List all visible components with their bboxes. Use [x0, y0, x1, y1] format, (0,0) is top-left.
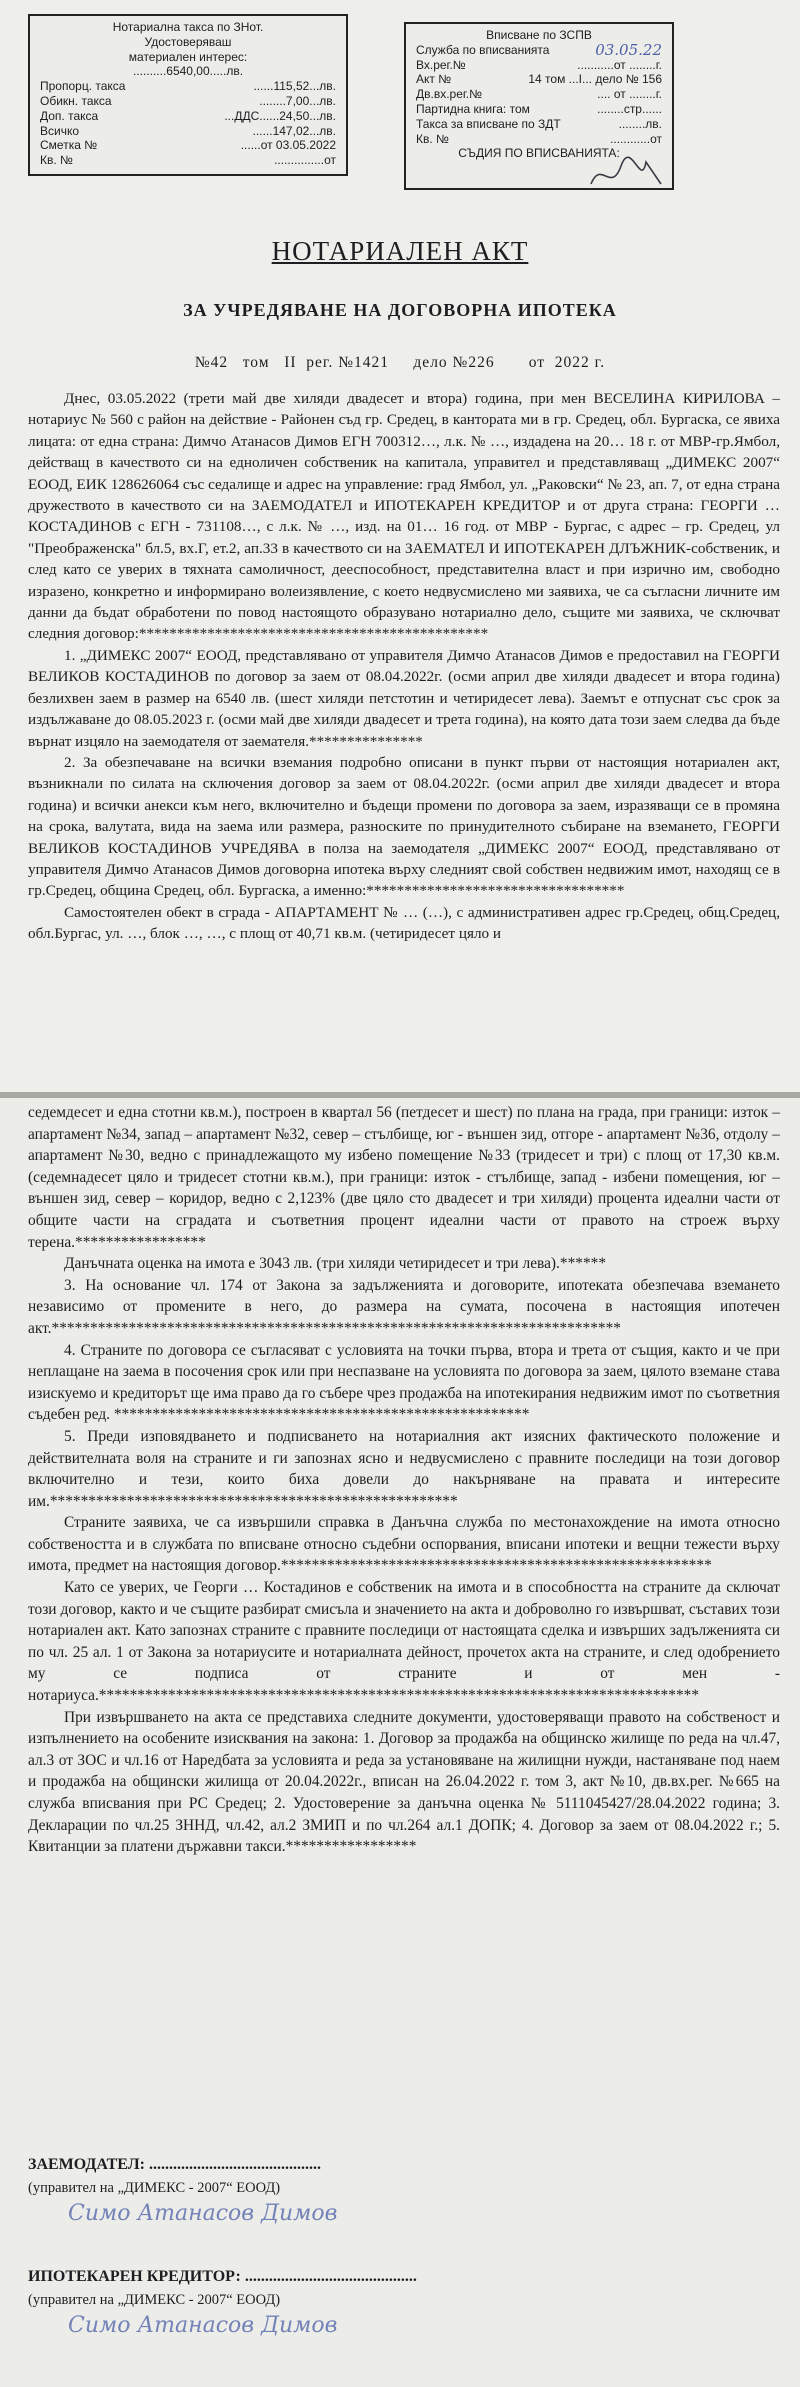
fee-stamp-interest: ..........6540,00.....лв.: [132, 64, 244, 79]
lender-dots: ...........................................: [148, 2156, 321, 2173]
paragraph-parties: Днес, 03.05.2022 (трети май две хиляди двадесет и втора) година, при мен ВЕСЕЛИНА КИРИЛОВА – нотариус № 560 с район на действие - Районен съд гр. Средец, в кантората ми в гр. Средец, обл. Бургаска, се явиха лицата: от една страна: Димчо Атанасов Димов ЕГН 700312…, л.к. № …, издадена на 20… 18 г. от МВР-гр.Ямбол, действащ в качеството си на едноличен собственик на капитала, управител и представляващ „ДИМЕКС 2007“ ЕООД, ЕИК 128626064 със седалище и адрес на управление: град Ямбол, ул. „Раковски“ № 23, ап. 7, от една страна дружеството в качеството си на ЗАЕМОДАТЕЛ и ИПОТЕКАРЕН КРЕДИТОР и от друга страна: ГЕОРГИ … КОСТАДИНОВ с ЕГН - 731108…, с л.к. № …, изд. на 01… 16 год. от МВР - Бургас, с адрес – гр. Средец, ул "Преображенска" бл.5, вх.Г, ет.2, ап.33 в качеството си на ЗАЕМАТЕЛ И ИПОТЕКАРЕН ДЛЪЖНИК-собственик, и след като се уверих в тяхната самоличност, дееспособност, представителна власт и при изрично им, свободно изразено, конкретно и информирано волеизявление, с което недвусмислено ми заявиха, че са съгласни личните им данни да бъдат обработени по повод настоящото образувано нотариално дело, същите ми заявиха, че сключват следния договор:**********************************************: [28, 390, 780, 643]
lender-caption: (управител на „ДИМЕКС - 2007“ ЕООД): [28, 2180, 281, 2196]
handwritten-date: 03.05.22: [595, 40, 662, 59]
reg-stamp-service: Служба по вписванията: [416, 42, 550, 57]
reg-row: [416, 132, 662, 147]
fee-row-value: ...............от: [274, 153, 336, 168]
creditor-block: [28, 2268, 780, 2338]
fee-row-value: ......115,52...лв.: [253, 79, 336, 94]
lender-line: [28, 2156, 780, 2174]
reg-stamp-judge: СЪДИЯ ПО ВПИСВАНИЯТА:: [458, 146, 620, 161]
fee-stamp-sub1: Удостоверяваш: [144, 34, 232, 49]
reg-row-label: Такса за вписване по ЗДТ: [416, 116, 561, 131]
act-header-line: №42 том II рег. №1421 дело №226 от 2022 г.: [194, 354, 606, 371]
creditor-dots: ...........................................: [244, 2268, 417, 2285]
notary-fee-stamp: [28, 14, 348, 176]
paragraph-certification: Като се уверих, че Георги … Костадинов е собственик на имота и в способността на страните да сключат този договор, както и че същите разбират смисъла и значението на акта и доброволно го извършват, съставих този нотариален акт. Като запознах страните с правните последици от настоящата сделка и извърших задълженията си по чл. 25 ал. 1 от Закона за нотариусите и нотариалната дейност, прочетох акта на страните, и след одобрението му се подписа от страните и от мен - нотариуса.******************************************************************************: [28, 1579, 780, 1705]
fee-row-value: ........7,00...лв.: [259, 93, 336, 108]
judge-signature: [586, 154, 666, 194]
fee-row-label: Обикн. такса: [40, 93, 112, 108]
page1-body: [28, 388, 780, 945]
reg-row-label: Акт №: [416, 72, 452, 87]
lender-signature: Симо Атанасов Димов: [68, 2201, 338, 2226]
reg-row-value: ............от: [610, 131, 662, 146]
registration-stamp: [404, 22, 674, 190]
reg-stamp-title: Вписване по ЗСПВ: [486, 28, 592, 42]
fee-row-value: ......от 03.05.2022: [240, 138, 336, 153]
reg-row-value: ...........от ........г.: [577, 57, 662, 72]
reg-row-value: 14 том ...I... дело № 156: [528, 72, 662, 87]
creditor-line: [28, 2268, 780, 2286]
fee-row-label: Кв. №: [40, 153, 73, 168]
reg-row-label: Партидна книга: том: [416, 101, 530, 116]
reg-row-label: Дв.вх.рег.№: [416, 87, 483, 102]
fee-row: [40, 153, 336, 168]
reg-stamp-service-row: [416, 40, 662, 59]
creditor-signature: Симо Атанасов Димов: [68, 2313, 338, 2338]
fee-stamp-sub2: материален интерес:: [128, 49, 248, 64]
reg-row-label: Вх.рег.№: [416, 57, 466, 72]
paragraph-tax-assessment: Данъчната оценка на имота е 3043 лв. (три хиляди четиридесет и три лева).******: [64, 1255, 607, 1273]
paragraph-point-5: 5. Преди изповядването и подписването на нотариалния акт изясних фактическото положение и действителната воля на страните и ги запознах ясно и недвусмислено с правните последици на този договор включително и тези, които биха довели до накърняване на правата и интересите им.*****************************************************: [28, 1427, 780, 1510]
reg-row-value: ........стр......: [597, 101, 662, 116]
creditor-label: ИПОТЕКАРЕН КРЕДИТОР:: [28, 2268, 241, 2285]
reg-row: [416, 117, 662, 132]
reg-row: [416, 87, 662, 102]
reg-row: [416, 72, 662, 87]
paragraph-point-2: 2. За обезпечаване на всички вземания подробно описани в пункт първи от настоящия нотариален акт, възникнали по силата на сключения договор за заем от 08.04.2022г. (осми април две хиляди двадесет и втора година) и всички анекси към него, включително и бъдещи промени по договора за заем, изразяващи се в промяна на срока, валутата, вида на заема или размера, разноските по принудителното събиране на вземането, ГЕОРГИ ВЕЛИКОВ КОСТАДИНОВ УЧРЕДЯВА в полза на заемодателя „ДИМЕКС 2007“ ЕООД, представлявано от управителя Димчо Атанасов Димов договорна ипотека върху следният свой собствен недвижим имот, находящ се в гр.Средец, община Средец, обл. Бургаска, а именно:**********************************: [28, 753, 780, 900]
fee-row-value: ...ДДС......24,50...лв.: [224, 108, 336, 123]
page2-body: [28, 1102, 780, 1858]
paragraph-property-cont: седемдесет и една стотни кв.м.), построен в квартал 56 (петдесет и шест) по плана на града, при граници: изток – апартамент №34, запад – апартамент №32, север – стълбище, юг - външен зид, отгоре - апартамент №36, отдолу – апартамент №30, ведно с принадлежащото му избено помещение №33 (тридесет и три) с площ от 17,30 кв.м. (седемнадесет цяло и тридесет стотни кв.м.), при граници: изток - стълбище, запад - избени помещения, юг – външен зид, север – коридор, ведно с 2,123% (две цяло сто двадесет и три хиляди) процента идеални части от общите части на сградата и съответния процент идеални части от правото на строеж върху терена.*****************: [28, 1104, 780, 1251]
paragraph-property: Самостоятелен обект в сграда - АПАРТАМЕНТ № … (…), с административен адрес гр.Средец, общ.Средец, обл.Бургас, ул. …, блок …, …, с площ от 40,71 кв.м. (четиридесет цяло и: [28, 903, 780, 943]
document-title: НОТАРИАЛЕН АКТ: [271, 236, 529, 266]
reg-row: [416, 58, 662, 73]
fee-row: [40, 124, 336, 139]
fee-row: [40, 79, 336, 94]
fee-row-label: Всичко: [40, 123, 80, 138]
reg-row-value: ........лв.: [618, 116, 662, 131]
fee-row-value: ......147,02...лв.: [252, 123, 336, 138]
fee-row: [40, 94, 336, 109]
creditor-caption: (управител на „ДИМЕКС - 2007“ ЕООД): [28, 2292, 281, 2308]
reg-row-label: Кв. №: [416, 131, 449, 146]
paragraph-documents: При извършването на акта се представиха следните документи, удостоверяващи правото на собственост и изпълнението на особените изисквания на закона: 1. Договор за продажба на общинско жилище по реда на чл.47, ал.3 от ЗОС и чл.16 от Наредбата за условията и реда за установяване на жилищни нужди, настаняване под наем и продажба на общински жилища от 20.04.2022г., вписан на 26.04.2022 г. том 3, акт №10, дв.вх.рег. №665 на служба вписвания при РС Средец; 2. Удостоверение за данъчна оценка № 5111045427/28.04.2022 година; 3. Декларации по чл.25 ЗННД, чл.42, ал.2 ЗМИП и по чл.264 ал.1 ДОПК; 4. Договор за заем от 08.04.2022 г.; 5. Квитанции за платени държавни такси.*****************: [28, 1708, 780, 1856]
paragraph-check: Страните заявиха, че са извършили справка в Данъчна служба по местонахождение на имота относно собствеността и в службата по вписване относно съдебни оспорвания, вписани ипотеки и вещни тежести върху имота, предмет на настоящия договор.********************************************************: [28, 1514, 780, 1575]
lender-label: ЗАЕМОДАТЕЛ:: [28, 2156, 145, 2173]
paragraph-point-1: 1. „ДИМЕКС 2007“ ЕООД, представлявано от управителя Димчо Атанасов Димов е предоставил на ГЕОРГИ ВЕЛИКОВ КОСТАДИНОВ по договор за заем от 08.04.2022г. (осми април две хиляди двадесет и втора година) безлихвен заем в размер на 6540 лв. (шест хиляди петстотин и четиридесет лева). Заемът е отпуснат със срок за издължаване до 08.05.2023 г. (осми май две хиляди двадесет и трета година), на която дата този заем следва да бъде върнат изцяло на заемодателя от заемателя.***************: [28, 646, 780, 750]
fee-row-label: Пропорц. такса: [40, 79, 126, 94]
paragraph-point-3: 3. На основание чл. 174 от Закона за задълженията и договорите, ипотеката обезпечава вземането независимо от промените в него, до размера на сумата, посочена в настоящия ипотечен акт.**************************************************************************: [28, 1276, 780, 1337]
fee-row: [40, 138, 336, 153]
fee-row: [40, 109, 336, 124]
reg-row-value: .... от ........г.: [597, 87, 662, 102]
lender-block: [28, 2156, 780, 2226]
paragraph-point-4: 4. Страните по договора се съгласяват с условията на точки първа, втора и трета от същия, както и че при неплащане на заема в посочения срок или при неспазване на условията по договора за заем, цялото вземане става изискуемо и кредиторът ще има право да го събере чрез продажба на ипотекирания недвижим имот по съответния съдебен ред. ******************************************************: [28, 1341, 780, 1424]
fee-stamp-title: Нотариална такса по ЗНот.: [112, 20, 264, 34]
fee-row-label: Сметка №: [40, 138, 98, 153]
document-subtitle: ЗА УЧРЕДЯВАНЕ НА ДОГОВОРНА ИПОТЕКА: [183, 300, 617, 320]
reg-row: [416, 102, 662, 117]
fee-row-label: Доп. такса: [40, 108, 99, 123]
